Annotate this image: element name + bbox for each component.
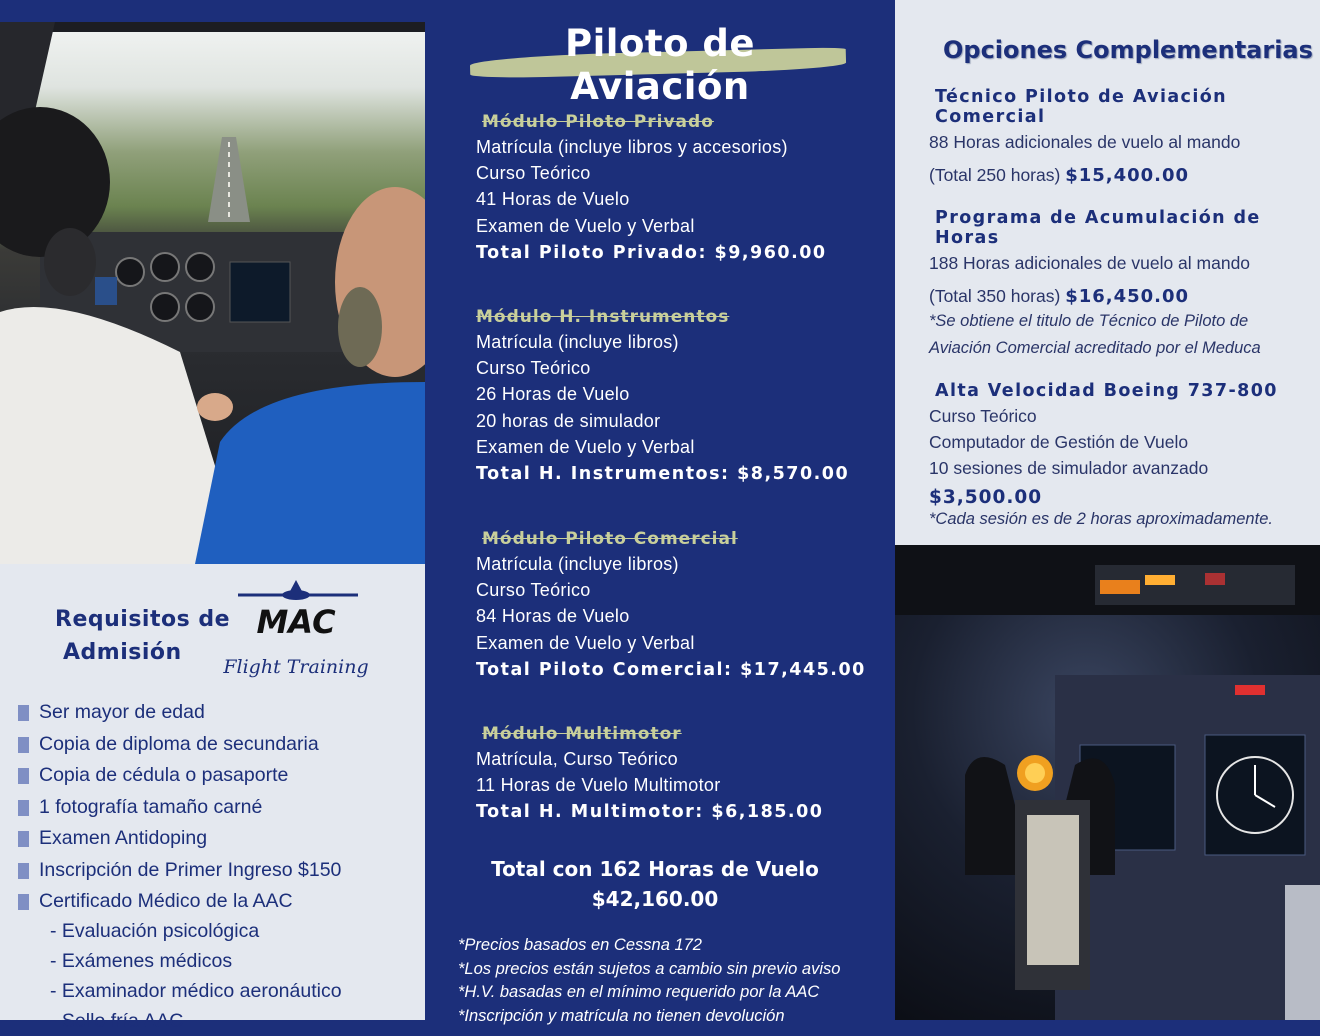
list-item: Inscripción de Primer Ingreso $150 [18,855,418,887]
medical-subitems [50,916,342,1036]
bullet-square-icon [18,800,29,816]
module-total: Total Piloto Privado: $9,960.00 [476,242,827,263]
bullet-square-icon [18,831,29,847]
module-line: Examen de Vuelo y Verbal [476,215,695,236]
grand-total-label: Total con 162 Horas de Vuelo [491,857,819,881]
requirements-title-line2: Admisión [63,640,182,665]
option-heading: Técnico Piloto de Aviación Comercial [935,87,1228,127]
module-line: 20 horas de simulador [476,410,661,431]
footnote: *Precios basados en Cessna 172 [458,936,702,954]
page-title: Piloto de Aviación [565,22,755,108]
option-heading: Alta Velocidad Boeing 737-800 [935,381,1278,401]
option-heading: Programa de Acumulación de Horas [935,208,1261,248]
requirements-title [55,603,230,669]
module-line: Curso Teórico [476,580,591,601]
module-line: Matrícula (incluye libros) [476,554,679,574]
top-bar [0,0,425,22]
grand-total [425,854,885,914]
option-note: *Se obtiene el titulo de Técnico de Piloto de [929,312,1249,330]
module-line: Matrícula (incluye libros y accesorios) [476,137,788,157]
module-total: Total Piloto Comercial: $17,445.00 [476,659,866,680]
bullet-square-icon [18,737,29,753]
list-item: - Examinador médico aeronáutico [50,980,342,1002]
option-price-line: (Total 350 horas) $16,450.00 [929,286,1190,307]
list-item: - Sello fría AAC [50,1010,184,1032]
option-line: Computador de Gestión de Vuelo [929,432,1189,452]
option-acumulacion [929,208,1319,362]
option-line: 88 Horas adicionales de vuelo al mando [929,132,1241,152]
option-price: $15,400.00 [1065,165,1190,186]
bullet-square-icon [18,705,29,721]
option-price-line: (Total 250 horas) $15,400.00 [929,165,1190,186]
logo-sub-text: Flight Training [223,656,368,678]
bullet-square-icon [18,768,29,784]
bullet-square-icon [18,863,29,879]
module-multiengine [476,724,876,822]
module-total: Total H. Instrumentos: $8,570.00 [476,464,850,485]
list-item: Copia de diploma de secundaria [18,729,418,761]
option-price: $3,500.00 [929,487,1043,508]
module-line: Curso Teórico [476,163,591,184]
option-note: Aviación Comercial acreditado por el Meduca [929,339,1261,357]
footnote: *Los precios están sujetos a cambio sin previo aviso [458,959,841,978]
option-tecnico [929,87,1319,189]
option-line: 188 Horas adicionales de vuelo al mando [929,253,1251,273]
module-line: 84 Horas de Vuelo [476,606,630,627]
requirements-list [18,697,418,918]
list-item: Copia de cédula o pasaporte [18,760,418,792]
module-title: Módulo Multimotor [482,724,682,744]
module-line: 41 Horas de Vuelo [476,189,630,210]
list-item: - Exámenes médicos [50,950,233,972]
module-line: Examen de Vuelo y Verbal [476,632,695,653]
list-item: Examen Antidoping [18,823,418,855]
requirements-title-line1: Requisitos de [55,607,231,632]
module-title: Módulo Piloto Privado [482,112,714,132]
options-title: Opciones Complementarias [943,36,1313,64]
module-line: Matrícula, Curso Teórico [476,749,678,769]
module-line: Matrícula (incluye libros) [476,332,679,352]
list-item: Certificado Médico de la AAC [18,886,418,918]
footnotes [458,934,888,1028]
option-note: *Cada sesión es de 2 horas aproximadamente. [929,510,1273,528]
cockpit-photo [0,22,425,564]
list-item: - Evaluación psicológica [50,920,260,942]
module-private-pilot [476,112,876,263]
option-price: $16,450.00 [1065,286,1190,307]
footnote: *H.V. basadas en el mínimo requerido por la AAC [458,983,820,1001]
logo-mac-text: MAC [256,603,336,641]
module-title: Módulo H. Instrumentos [476,307,730,327]
mac-logo [218,575,368,685]
module-line: 11 Horas de Vuelo Multimotor [476,775,721,796]
bullet-square-icon [18,894,29,910]
list-item: Ser mayor de edad [18,697,418,729]
simulator-photo [895,545,1320,1020]
list-item: 1 fotografía tamaño carné [18,792,418,824]
option-boeing [929,381,1319,530]
module-instruments [476,307,876,484]
grand-total-value: $42,160.00 [591,887,719,911]
module-commercial-pilot [476,529,876,680]
module-line: Curso Teórico [476,358,591,379]
module-total: Total H. Multimotor: $6,185.00 [476,802,824,823]
module-line: 26 Horas de Vuelo [476,384,630,405]
option-line: Curso Teórico [929,406,1037,426]
module-line: Examen de Vuelo y Verbal [476,436,695,457]
option-line: 10 sesiones de simulador avanzado [929,458,1209,478]
main-title-wrap [470,22,846,108]
module-title: Módulo Piloto Comercial [482,529,738,549]
footnote: *Inscripción y matrícula no tienen devolución [458,1006,785,1025]
